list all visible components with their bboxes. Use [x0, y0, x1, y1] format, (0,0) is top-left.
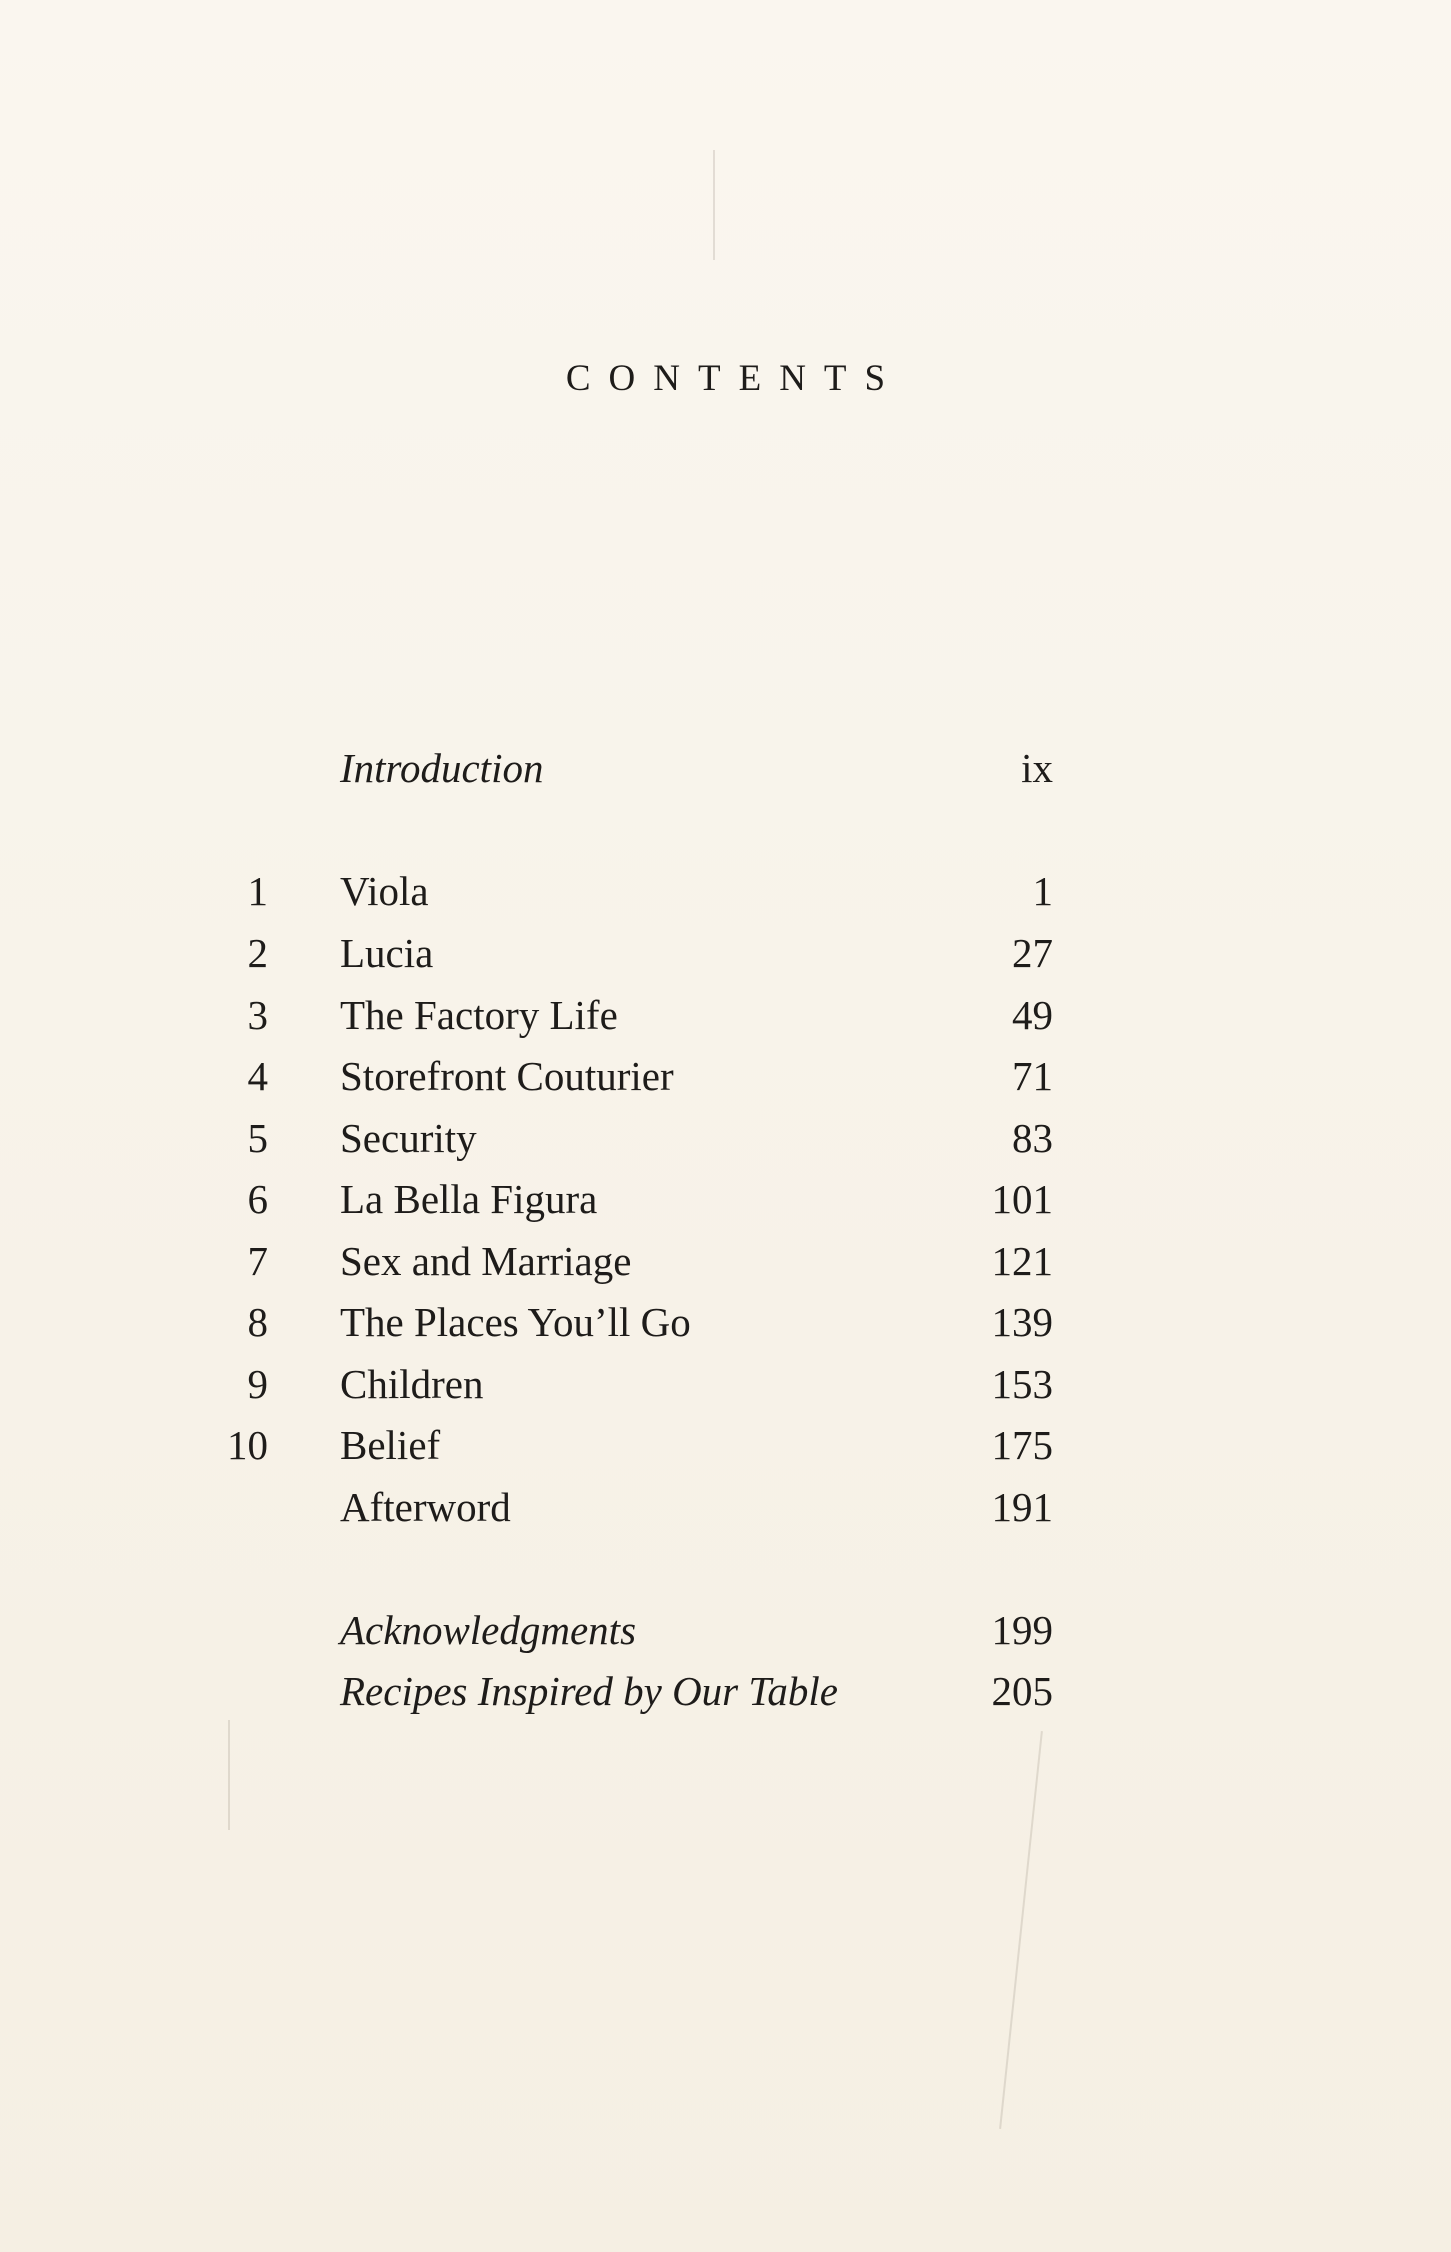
toc-entry-chapter[interactable]	[0, 1291, 1451, 1353]
chapter-number: 7	[247, 1238, 268, 1284]
toc-entry-chapter[interactable]	[0, 1045, 1451, 1107]
chapter-number: 3	[247, 992, 268, 1038]
toc-entry-page: 101	[991, 1176, 1053, 1222]
toc-entry-title: Afterword	[340, 1484, 511, 1530]
toc-entry-chapter[interactable]	[0, 860, 1451, 922]
chapter-number: 5	[247, 1115, 268, 1161]
toc-entry-title: Acknowledgments	[340, 1607, 637, 1653]
toc-entry-chapter[interactable]	[0, 1168, 1451, 1230]
toc-entry-title: The Places You’ll Go	[340, 1299, 691, 1345]
toc-entry-page: 205	[991, 1668, 1053, 1714]
toc-entry-introduction[interactable]	[0, 737, 1451, 799]
chapter-number: 8	[247, 1299, 268, 1345]
toc-entry-title: Recipes Inspired by Our Table	[340, 1668, 839, 1714]
toc-entry-page: 121	[991, 1238, 1053, 1284]
toc-entry-title: Lucia	[340, 930, 434, 976]
toc-entry-title: Belief	[340, 1422, 441, 1468]
page-title: CONTENTS	[565, 358, 904, 399]
toc-entry-page: 71	[1012, 1053, 1053, 1099]
toc-entry-page: 49	[1012, 992, 1053, 1038]
toc-entry-title: Sex and Marriage	[340, 1238, 632, 1284]
toc-entry-title: Security	[340, 1115, 477, 1161]
chapter-number: 1	[247, 868, 268, 914]
toc-entry-page: 83	[1012, 1115, 1053, 1161]
toc-entry-page: 191	[991, 1484, 1053, 1530]
toc-entry-title: The Factory Life	[340, 992, 618, 1038]
toc-entry-chapter[interactable]	[0, 1107, 1451, 1169]
paper-crease-mark	[228, 1720, 230, 1830]
toc-entry-title: Storefront Couturier	[340, 1053, 674, 1099]
toc-entry-page: 199	[991, 1607, 1053, 1653]
toc-entry-page: 27	[1012, 930, 1053, 976]
toc-entry-chapter[interactable]	[0, 1353, 1451, 1415]
paper-crease-mark	[713, 150, 715, 260]
toc-entry-acknowledgments[interactable]	[0, 1599, 1451, 1661]
toc-entry-page: 1	[1032, 868, 1053, 914]
toc-entry-title: Viola	[340, 868, 429, 914]
toc-entry-chapter[interactable]	[0, 1414, 1451, 1476]
chapter-number: 6	[247, 1176, 268, 1222]
toc-entry-page: 139	[991, 1299, 1053, 1345]
toc-entry-chapter[interactable]	[0, 984, 1451, 1046]
toc-entry-title: Introduction	[340, 745, 544, 791]
toc-entry-afterword[interactable]	[0, 1476, 1451, 1538]
toc-entry-page: 175	[991, 1422, 1053, 1468]
toc-entry-page: ix	[1021, 745, 1053, 791]
chapter-number: 10	[227, 1422, 268, 1468]
chapter-number: 9	[247, 1361, 268, 1407]
toc-entry-title: Children	[340, 1361, 484, 1407]
paper-crease-mark	[999, 1731, 1043, 2129]
chapter-number: 2	[247, 930, 268, 976]
toc-entry-recipes[interactable]	[0, 1660, 1451, 1722]
toc-entry-chapter[interactable]	[0, 1230, 1451, 1292]
toc-entry-page: 153	[991, 1361, 1053, 1407]
chapter-number: 4	[247, 1053, 268, 1099]
toc-entry-chapter[interactable]	[0, 922, 1451, 984]
toc-entry-title: La Bella Figura	[340, 1176, 598, 1222]
